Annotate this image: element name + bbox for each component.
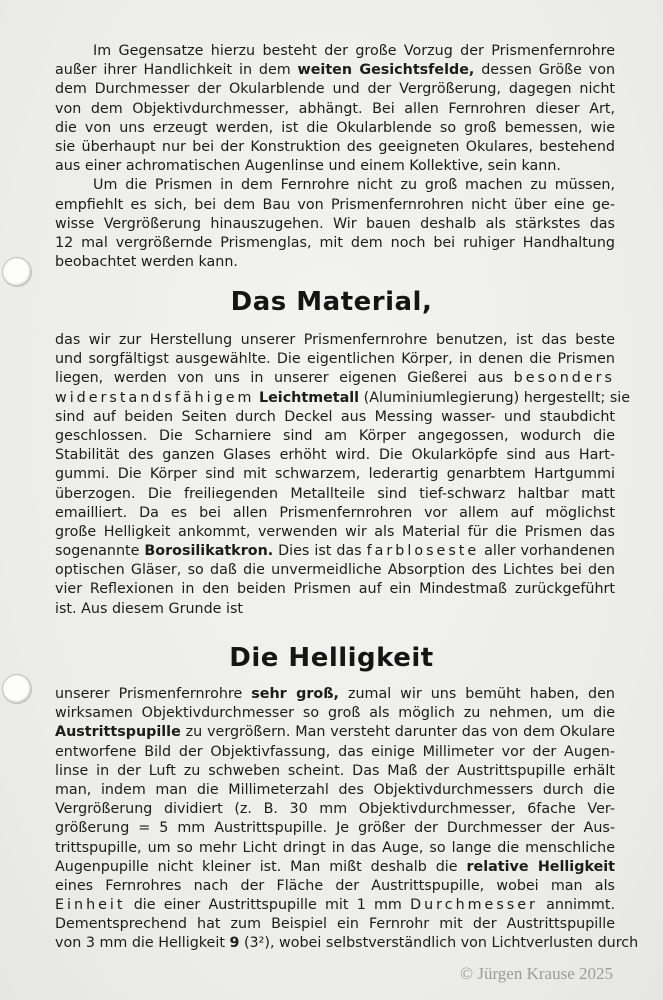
text-line: Dementsprechend hat zum Beispiel ein Fernrohr mit der Austrittspupille: [55, 916, 615, 933]
text-segment: unserer Prismenfernrohre: [55, 686, 252, 702]
text-segment: sogenannte: [55, 543, 145, 560]
text-segment: liegen, werden von uns in unserer eigenen Gießerei aus: [55, 370, 514, 387]
spaced-term: Einheit: [55, 897, 126, 914]
text-line: von dem Objektivdurchmesser, abhängt. Bei allen Fernrohren dieser Art,: [55, 100, 615, 117]
text-segment: von 3 mm die Helligkeit: [55, 935, 230, 952]
punch-hole: [3, 675, 31, 703]
text-line: 12 mal vergrößernde Prismenglas, mit dem noch bei ruhiger Handhaltung: [55, 234, 615, 251]
text-line: [55, 369, 615, 388]
text-line: eines Fernrohres nach der Fläche der Austrittspupille, wobei man als: [55, 877, 615, 894]
spaced-term: Durchmesser: [410, 897, 538, 914]
helligkeit-paragraph: [55, 685, 639, 954]
heading-helligkeit: Die Helligkeit: [229, 643, 434, 673]
text-segment: (Aluminiumlegierung) hergestellt; sie: [359, 389, 631, 406]
text-line: größerung = 5 mm Austrittspupille. Je größer der Durchmesser der Aus-: [55, 820, 615, 837]
text-line: trittspupille, um so mehr Licht dringt in das Auge, so lange die menschliche: [55, 839, 615, 856]
text-segment: aller vorhandenen: [479, 543, 615, 560]
text-segment: Augenpupille nicht kleiner ist. Man mißt deshalb die: [55, 858, 467, 875]
text-line: [55, 542, 615, 561]
text-line: geschlossen. Die Scharniere sind am Körper angegossen, wodurch die: [55, 427, 615, 444]
text-segment: annimmt.: [537, 897, 615, 914]
text-segment: außer ihrer Handlichkeit in dem: [55, 62, 298, 79]
spaced-term: besonders: [513, 370, 615, 387]
material-paragraph: [55, 331, 631, 619]
text-line: Um die Prismen in dem Fernrohre nicht zu groß machen zu müssen,: [93, 177, 615, 194]
text-line: emailliert. Da es bei allen Prismenfernrohren vor allem auf möglichst: [55, 504, 615, 521]
text-line: wirksamen Objektivdurchmesser so groß als möglich zu nehmen, um die: [55, 705, 615, 722]
copyright-watermark: © Jürgen Krause 2025: [460, 964, 613, 983]
bold-term: Borosilikatkron.: [144, 543, 274, 560]
text-line: [55, 685, 615, 704]
text-line: [55, 389, 631, 408]
text-line: beobachtet werden kann.: [55, 254, 238, 271]
text-segment: Dies ist das: [273, 543, 367, 560]
text-line: entworfene Bild der Objektivfassung, das einige Millimeter vor der Augen-: [55, 743, 615, 760]
bold-term: 9: [229, 935, 240, 952]
bold-term: Leichtmetall: [259, 389, 360, 406]
text-line: aus einer achromatischen Augenlinse und einem Kollektive, sein kann.: [55, 158, 561, 175]
text-line: [55, 61, 615, 80]
bold-term: Austrittspupille: [55, 724, 181, 741]
text-line: [55, 934, 639, 953]
text-line: gummi. Die Körper sind mit schwarzem, lederartig genarbtem Hartgummi: [55, 466, 615, 483]
text-line: linse in der Luft zu schweben scheint. Das Maß der Austrittspupille erhält: [55, 762, 615, 779]
text-segment: dessen Größe von: [474, 62, 616, 79]
bold-term: relative Helligkeit: [466, 858, 615, 875]
text-line: [55, 896, 615, 915]
text-line: große Helligkeit ankommt, verwenden wir als Material für die Prismen das: [55, 523, 615, 540]
text-line: vier Reflexionen in den beiden Prismen auf ein Mindestmaß zurückgeführt: [55, 581, 615, 598]
spaced-term: widerstandsfähigem: [55, 389, 255, 406]
text-segment: (3²), wobei selbstverständlich von Lichtverlusten durch: [239, 935, 639, 952]
text-line: das wir zur Herstellung unserer Prismenfernrohre benutzen, ist das beste: [55, 332, 615, 348]
text-line: und sorgfältigst ausgewählte. Die eigentlichen Körper, in denen die Prismen: [55, 351, 615, 368]
text-segment: die einer Austrittspupille mit 1 mm: [125, 897, 411, 914]
text-line: die von uns erzeugt werden, ist die Okularblende so groß bemessen, wie: [55, 119, 615, 136]
bold-term: sehr groß,: [251, 686, 339, 702]
text-segment: zumal wir uns bemüht haben, den: [338, 686, 615, 702]
text-line: ist. Aus diesem Grunde ist: [55, 600, 244, 617]
intro-paragraphs: [55, 42, 615, 272]
spaced-term: farbloseste: [366, 543, 480, 560]
text-segment: zu vergrößern. Man versteht darunter das von dem Okulare: [180, 724, 615, 741]
text-line: Vergrößerung dividiert (z. B. 30 mm Objektivdurchmesser, 6fache Ver-: [55, 801, 615, 818]
punch-hole: [3, 258, 31, 286]
text-line: überzogen. Die freiliegenden Metallteile sind tief-schwarz haltbar matt: [55, 485, 615, 502]
text-line: [55, 858, 615, 877]
text-line: sind auf beiden Seiten durch Deckel aus Messing wasser- und staubdicht: [55, 408, 615, 425]
text-line: wisse Vergrößerung hinauszugehen. Wir bauen deshalb als stärkstes das: [55, 215, 615, 232]
heading-material: Das Material,: [230, 287, 433, 317]
text-line: empfiehlt es sich, bei dem Bau von Prismenfernrohren nicht über eine ge-: [55, 196, 615, 213]
text-line: Im Gegensatze hierzu besteht der große Vorzug der Prismenfernrohre: [93, 43, 615, 59]
bold-term: weiten Gesichtsfelde,: [297, 62, 475, 79]
text-line: [55, 723, 615, 742]
text-line: dem Durchmesser der Okularblende und der Vergrößerung, dagegen nicht: [55, 81, 615, 98]
text-line: optischen Gläser, so daß die unvermeidliche Absorption des Lichtes bei den: [55, 562, 615, 579]
text-line: sie überhaupt nur bei der Konstruktion des geeigneten Okulares, bestehend: [55, 138, 615, 155]
text-line: man, indem man die Millimeterzahl des Objektivdurchmessers durch die: [55, 781, 615, 798]
text-line: Stabilität des ganzen Glases erhöht wird. Die Okularköpfe sind aus Hart-: [55, 447, 615, 464]
